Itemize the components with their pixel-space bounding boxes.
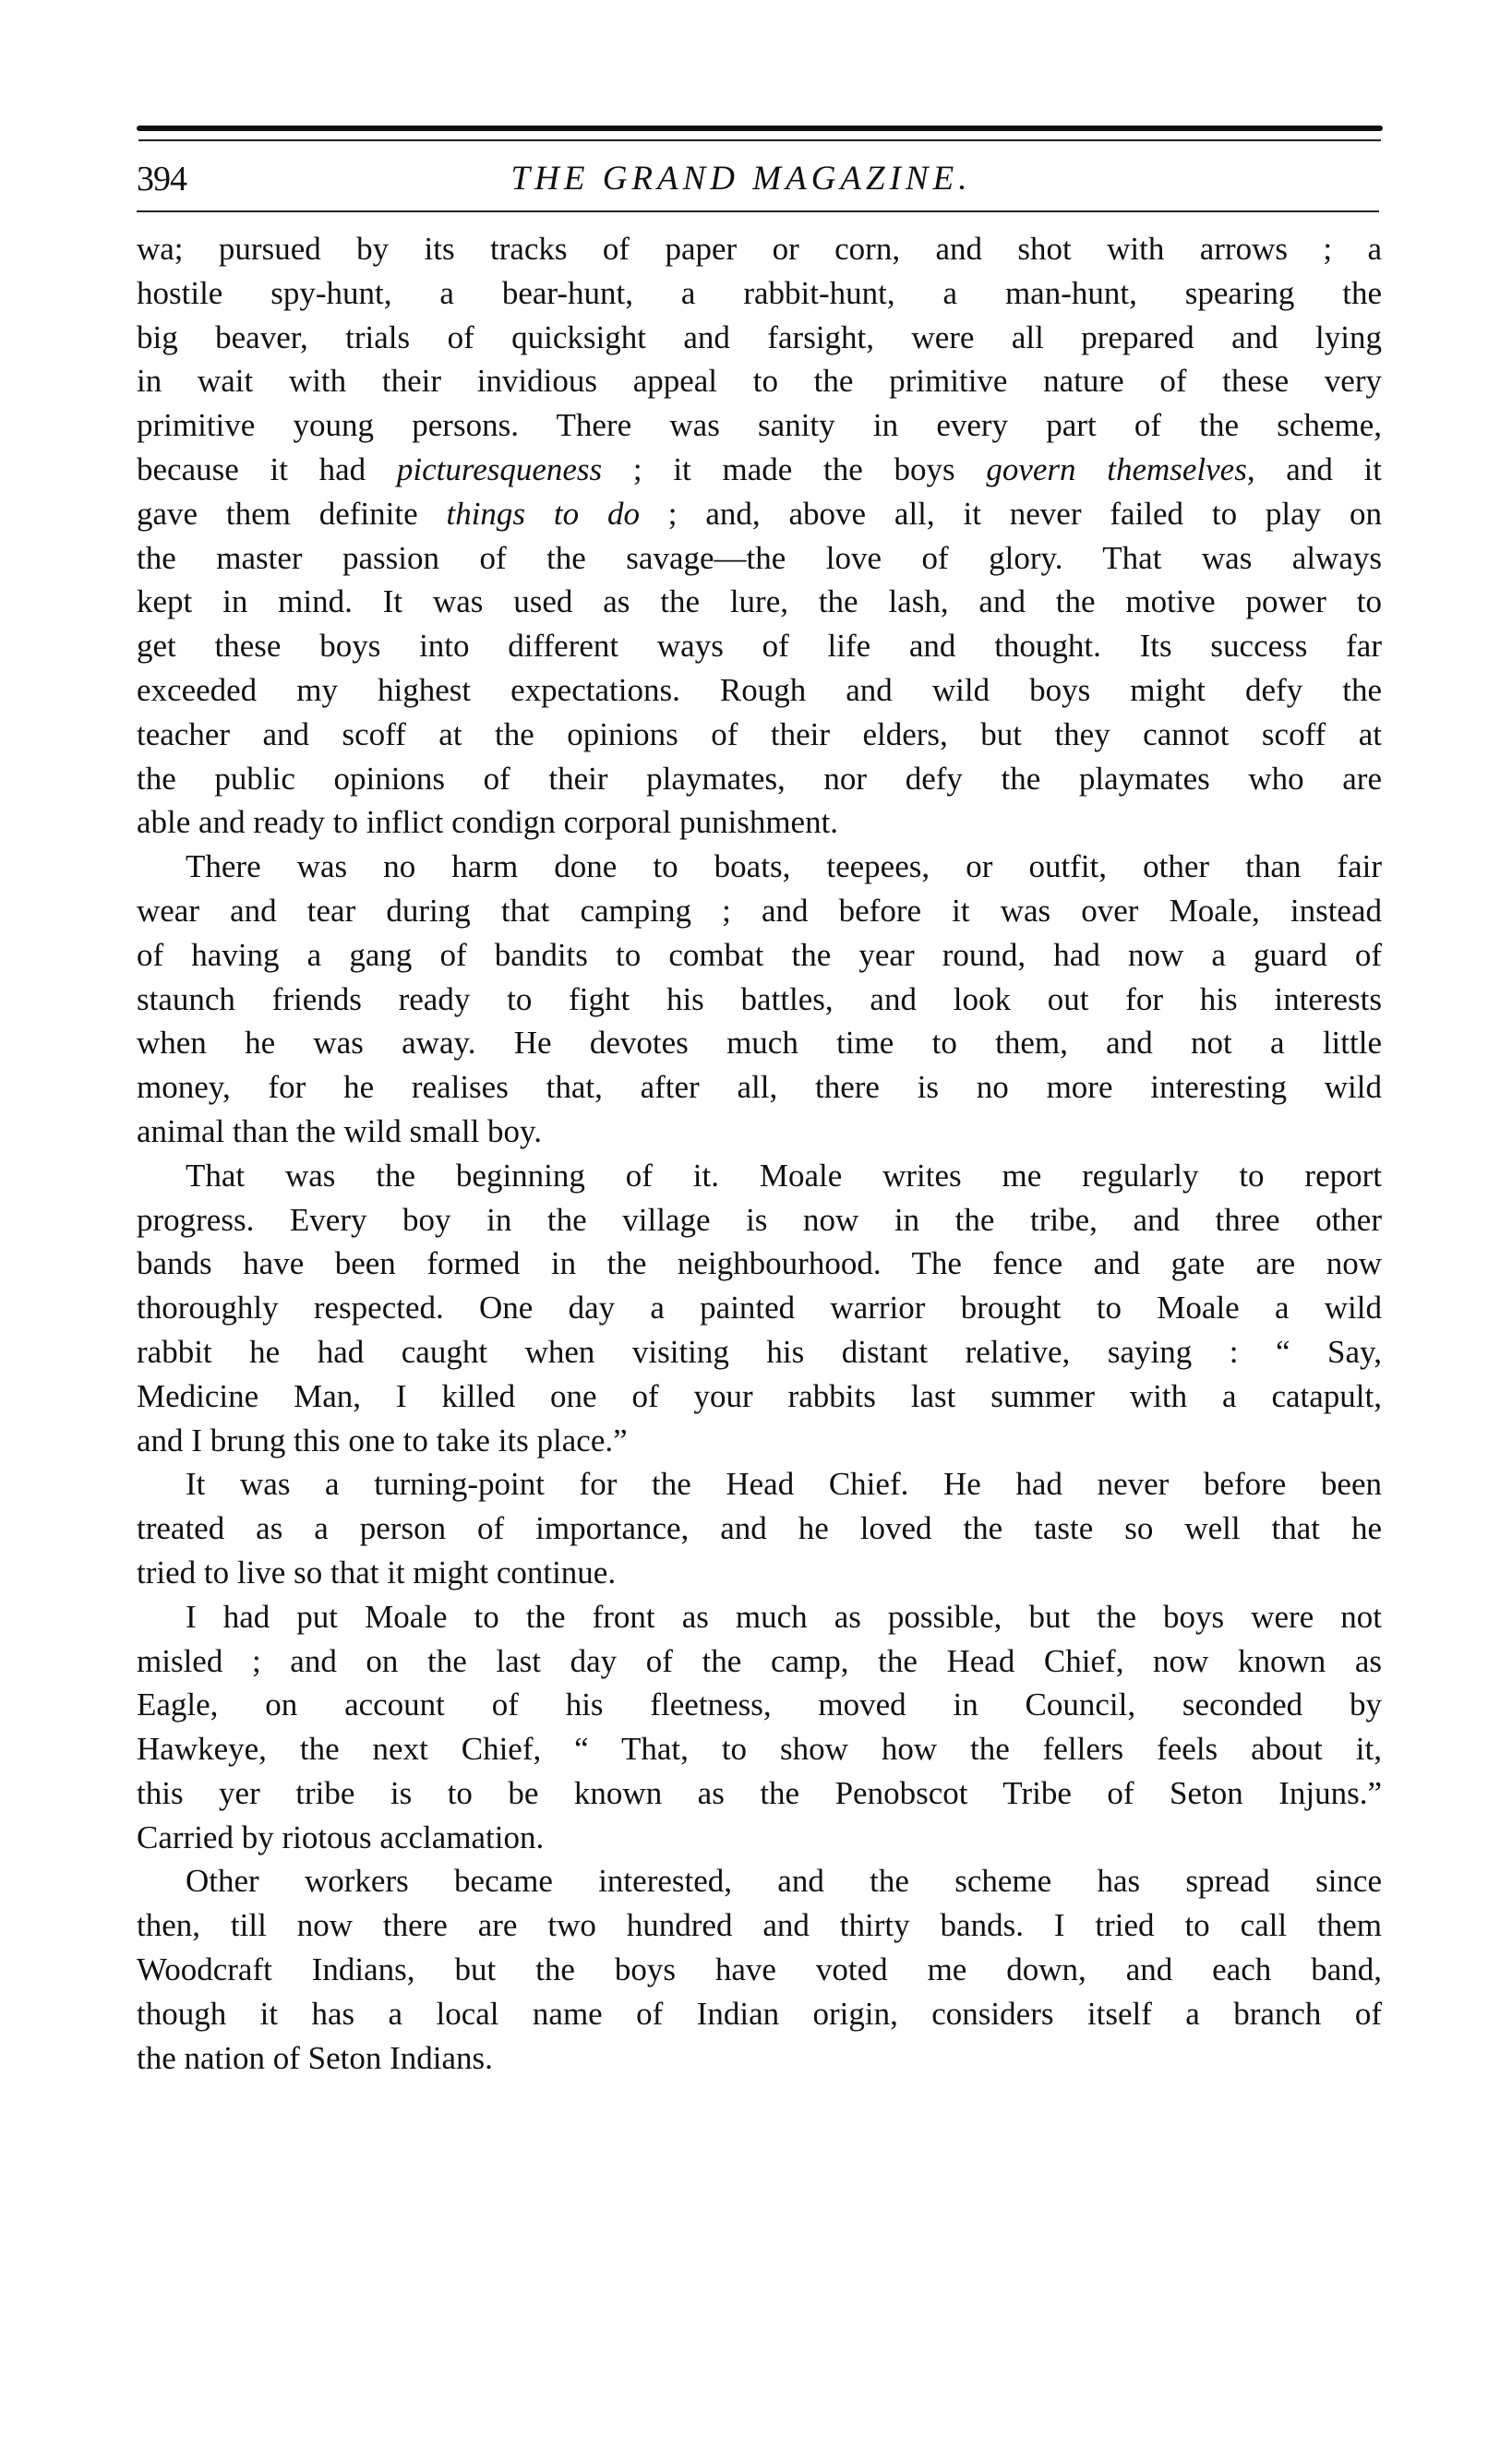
text-run: money, for he realises that, after all, there is no more interesting wild bbox=[137, 1069, 1382, 1106]
text-run: Eagle, on account of his fleetness, moved in Council, seconded by bbox=[137, 1687, 1382, 1723]
text-run: teacher and scoff at the opinions of their elders, but they cannot scoff at bbox=[137, 715, 1382, 752]
magazine-title: THE GRAND MAGAZINE. bbox=[510, 160, 972, 198]
text-run: That was the beginning of it. Moale writes me regularly to report bbox=[186, 1157, 1382, 1194]
text-line bbox=[137, 1242, 1382, 1286]
text-line bbox=[137, 1727, 1382, 1771]
italic-text: things to do bbox=[446, 495, 640, 532]
text-line bbox=[137, 1816, 1382, 1860]
text-line bbox=[137, 800, 1382, 845]
text-run: the public opinions of their playmates, nor defy the playmates who are bbox=[137, 760, 1382, 797]
text-run: able and ready to inflict condign corporal punishment. bbox=[137, 804, 839, 841]
text-run: the master passion of the savage—the love of glory. That was always bbox=[137, 539, 1382, 576]
text-line bbox=[137, 1859, 1382, 1903]
text-run: misled ; and on the last day of the camp, the Head Chief, now known as bbox=[137, 1642, 1382, 1679]
header-rule-bottom bbox=[137, 210, 1379, 212]
text-line bbox=[137, 359, 1382, 403]
text-run: in wait with their invidious appeal to the primitive nature of these very bbox=[137, 363, 1382, 400]
page-number: 394 bbox=[137, 160, 186, 198]
text-line bbox=[137, 403, 1382, 448]
text-line bbox=[137, 316, 1382, 360]
text-run: though it has a local name of Indian origin, considers itself a branch of bbox=[137, 1995, 1382, 2032]
text-run: wa; pursued by its tracks of paper or corn, and shot with arrows ; a bbox=[137, 231, 1382, 267]
text-run: Woodcraft Indians, but the boys have voted me down, and each band, bbox=[137, 1951, 1382, 1988]
italic-text: govern themselves bbox=[986, 450, 1247, 487]
text-line bbox=[137, 2036, 1382, 2081]
header-rule-thin bbox=[138, 139, 1381, 141]
text-run: There was no harm done to boats, teepees, or outfit, other than fair bbox=[186, 848, 1382, 885]
text-run: the nation of Seton Indians. bbox=[137, 2039, 493, 2076]
text-run: big beaver, trials of quicksight and farsight, were all prepared and lying bbox=[137, 318, 1382, 355]
text-run: I had put Moale to the front as much as possible, but the boys were not bbox=[186, 1598, 1382, 1635]
text-line bbox=[137, 1286, 1382, 1330]
text-line bbox=[137, 978, 1382, 1022]
text-line bbox=[137, 1903, 1382, 1948]
text-line bbox=[137, 1462, 1382, 1507]
text-run: tried to live so that it might continue. bbox=[137, 1554, 617, 1591]
text-line bbox=[137, 668, 1382, 713]
text-line bbox=[137, 713, 1382, 757]
text-line bbox=[137, 1419, 1382, 1463]
text-run: thoroughly respected. One day a painted warrior brought to Moale a wild bbox=[137, 1290, 1382, 1327]
text-run: ; and, above all, it never failed to play on bbox=[639, 495, 1383, 532]
text-run: and I brung this one to take its place.” bbox=[137, 1422, 628, 1459]
text-line bbox=[137, 1375, 1382, 1419]
text-run: when he was away. He devotes much time to them, and not a little bbox=[137, 1025, 1382, 1062]
text-run: It was a turning-point for the Head Chief. He had never before been bbox=[186, 1466, 1382, 1503]
text-line bbox=[137, 1198, 1382, 1243]
text-line bbox=[137, 1021, 1382, 1065]
text-run: of having a gang of bandits to combat the year round, had now a guard of bbox=[137, 936, 1382, 973]
text-line bbox=[137, 1154, 1382, 1198]
text-line bbox=[137, 624, 1382, 668]
article-body bbox=[137, 227, 1382, 2080]
text-line bbox=[137, 757, 1382, 801]
text-line bbox=[137, 1595, 1382, 1639]
running-head bbox=[137, 159, 1383, 199]
text-run: because it had bbox=[137, 450, 397, 487]
text-run: Medicine Man, I killed one of your rabbits last summer with a catapult, bbox=[137, 1377, 1382, 1414]
text-line bbox=[137, 1683, 1382, 1727]
text-line bbox=[137, 448, 1382, 492]
text-line bbox=[137, 492, 1382, 536]
text-run: rabbit he had caught when visiting his distant relative, saying : “ Say, bbox=[137, 1333, 1382, 1370]
text-run: , and it bbox=[1246, 450, 1382, 487]
text-run: animal than the wild small boy. bbox=[137, 1112, 543, 1149]
text-run: kept in mind. It was used as the lure, the lash, and the motive power to bbox=[137, 583, 1382, 620]
text-line bbox=[137, 845, 1382, 889]
text-run: get these boys into different ways of life and thought. Its success far bbox=[137, 628, 1382, 665]
text-run: Hawkeye, the next Chief, “ That, to show how the fellers feels about it, bbox=[137, 1731, 1382, 1768]
text-line bbox=[137, 271, 1382, 316]
text-line bbox=[137, 1948, 1382, 1992]
text-run: primitive young persons. There was sanity in every part of the scheme, bbox=[137, 407, 1382, 444]
italic-text: picturesqueness bbox=[396, 450, 603, 487]
text-run: treated as a person of importance, and he loved the taste so well that he bbox=[137, 1510, 1382, 1547]
text-line bbox=[137, 889, 1382, 933]
text-run: ; it made the boys bbox=[602, 450, 987, 487]
text-line bbox=[137, 1992, 1382, 2036]
text-line bbox=[137, 1330, 1382, 1375]
text-line bbox=[137, 1065, 1382, 1110]
text-run: hostile spy-hunt, a bear-hunt, a rabbit-hunt, a man-hunt, spearing the bbox=[137, 274, 1382, 311]
text-line bbox=[137, 536, 1382, 581]
text-line bbox=[137, 1639, 1382, 1684]
text-line bbox=[137, 580, 1382, 624]
text-run: this yer tribe is to be known as the Penobscot Tribe of Seton Injuns.” bbox=[137, 1774, 1382, 1811]
text-line bbox=[137, 933, 1382, 978]
text-run: Carried by riotous acclamation. bbox=[137, 1819, 545, 1855]
header-rule-thick bbox=[137, 126, 1383, 131]
text-run: Other workers became interested, and the scheme has spread since bbox=[186, 1863, 1382, 1900]
text-line bbox=[137, 1551, 1382, 1595]
text-run: staunch friends ready to fight his battles, and look out for his interests bbox=[137, 980, 1382, 1017]
text-run: exceeded my highest expectations. Rough and wild boys might defy the bbox=[137, 671, 1382, 708]
text-run: progress. Every boy in the village is now in the tribe, and three other bbox=[137, 1201, 1382, 1238]
text-line bbox=[137, 227, 1382, 271]
text-line bbox=[137, 1507, 1382, 1551]
text-run: gave them definite bbox=[137, 495, 447, 532]
text-line bbox=[137, 1771, 1382, 1816]
text-run: then, till now there are two hundred and thirty bands. I tried to call them bbox=[137, 1907, 1382, 1944]
text-line bbox=[137, 1110, 1382, 1154]
text-run: wear and tear during that camping ; and before it was over Moale, instead bbox=[137, 892, 1382, 929]
text-run: bands have been formed in the neighbourhood. The fence and gate are now bbox=[137, 1245, 1382, 1282]
